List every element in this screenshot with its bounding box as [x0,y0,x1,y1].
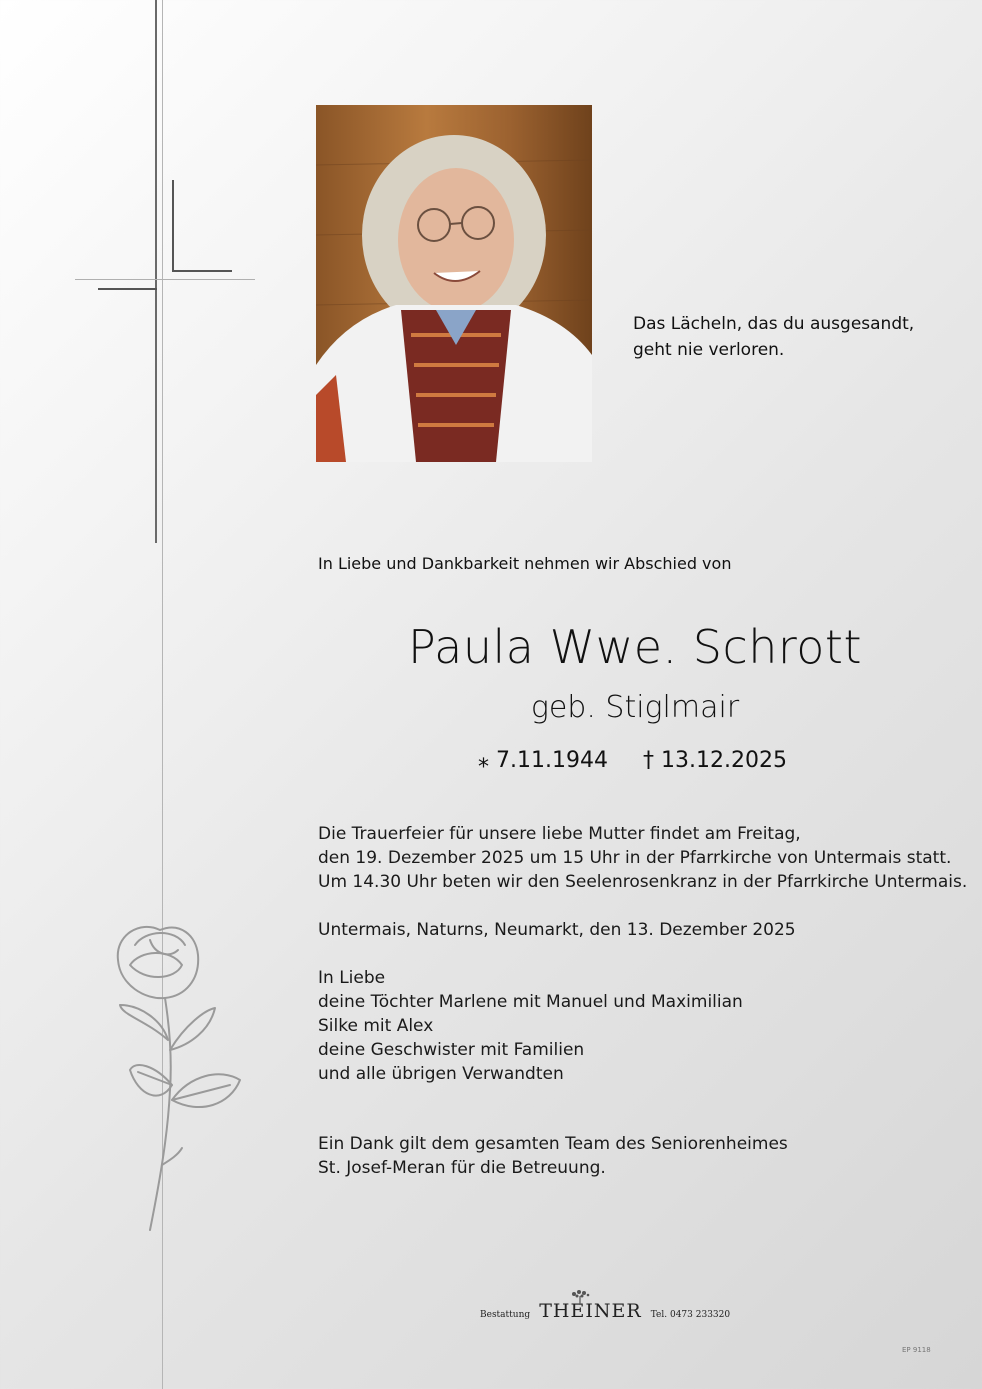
footer-prefix: Bestattung [480,1310,531,1320]
tree-logo-icon [566,1288,596,1306]
mourners-list [318,966,743,1086]
funeral-home-footer [480,1300,730,1322]
quote [633,311,914,363]
quote-line: geht nie verloren. [633,340,785,360]
mourner-line: deine Töchter Marlene mit Manuel und Maximilian [318,992,743,1012]
quote-line: Das Lächeln, das du ausgesandt, [633,314,915,334]
funeral-info [318,822,967,894]
intro-text: In Liebe und Dankbarkeit nehmen wir Abschied von [318,554,732,573]
mourner-line: und alle übrigen Verwandten [318,1064,564,1084]
mourner-line: In Liebe [318,968,386,988]
funeral-home-logo: THEINER [539,1300,642,1322]
birth-date: ⁎ 7.11.1944 [478,748,608,773]
mourner-line: Silke mit Alex [318,1016,434,1036]
life-dates [0,748,982,773]
thanks-line: Ein Dank gilt dem gesamten Team des Seniorenheimes [318,1134,788,1154]
deceased-name: Paula Wwe. Schrott [407,620,863,674]
maiden-name: geb. Stiglmair [530,690,740,725]
funeral-line: den 19. Dezember 2025 um 15 Uhr in der Pfarrkirche von Untermais statt. [318,848,952,868]
document-code: EP 9118 [902,1346,931,1354]
place-date: Untermais, Naturns, Neumarkt, den 13. Dezember 2025 [318,920,796,940]
funeral-line: Um 14.30 Uhr beten wir den Seelenrosenkranz in der Pfarrkirche Untermais. [318,872,968,892]
thanks-line: St. Josef-Meran für die Betreuung. [318,1158,606,1178]
death-date: † 13.12.2025 [643,748,787,773]
rose-icon [100,910,260,1240]
mourner-line: deine Geschwister mit Familien [318,1040,585,1060]
thanks-note [318,1132,788,1180]
footer-phone: Tel. 0473 233320 [650,1310,731,1320]
portrait-photo [316,105,592,462]
funeral-line: Die Trauerfeier für unsere liebe Mutter findet am Freitag, [318,824,801,844]
